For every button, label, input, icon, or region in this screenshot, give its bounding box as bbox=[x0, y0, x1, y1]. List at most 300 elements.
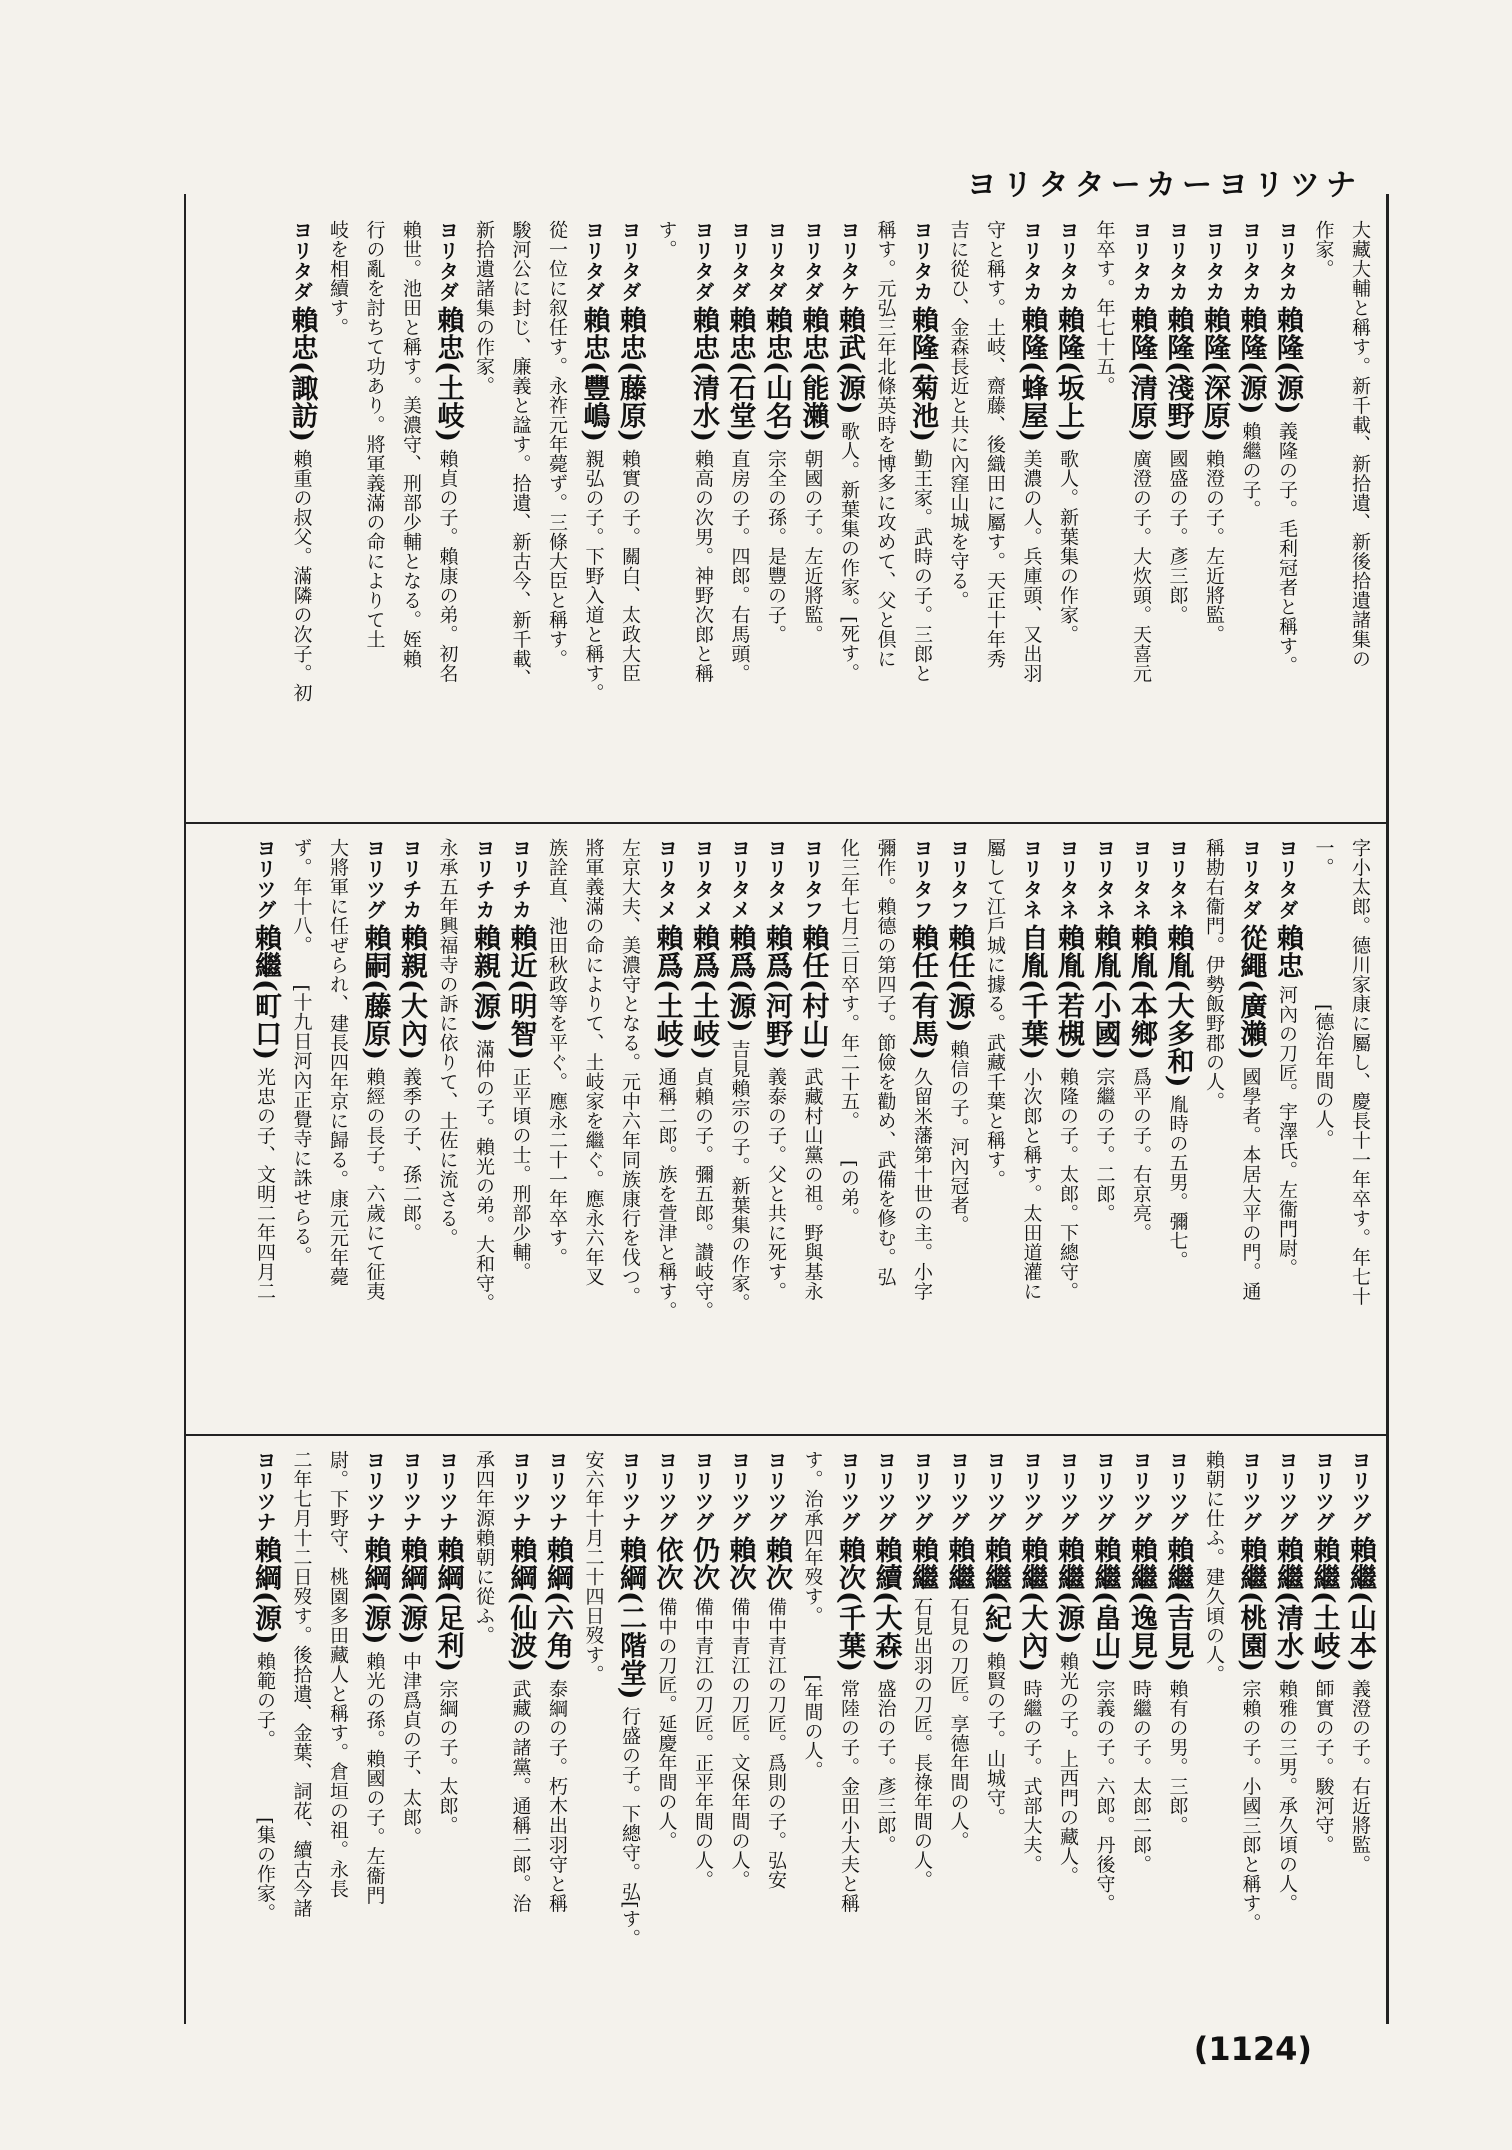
entry-column bbox=[831, 838, 868, 1410]
entry-text: す。 bbox=[655, 220, 678, 259]
entry-text: 賴光の孫。賴國の子。左衞門 bbox=[363, 1651, 386, 1905]
entry-name: 賴繼(源) bbox=[1053, 1536, 1084, 1646]
entry-reading: ヨリツグ bbox=[946, 1450, 971, 1532]
page-number: (1124) bbox=[1193, 2030, 1312, 2068]
entry-name: 賴次(千葉) bbox=[834, 1536, 865, 1673]
entry-name: 賴親(源) bbox=[469, 924, 500, 1034]
entry-reading: ヨリタカ bbox=[1202, 220, 1226, 302]
entry-name: 賴胤(大多和) bbox=[1162, 924, 1194, 1089]
entry-column bbox=[1196, 838, 1233, 1410]
entry-column bbox=[1269, 1450, 1306, 2010]
entry-column bbox=[1123, 838, 1160, 1410]
entry-name: 賴隆(清原) bbox=[1126, 306, 1157, 443]
entry-name: 賴隆(坂上) bbox=[1053, 306, 1084, 443]
entry-text: 久留米藩第十世の主。小字 bbox=[911, 1066, 933, 1301]
entry-column bbox=[977, 838, 1014, 1410]
entry-column bbox=[1013, 1450, 1050, 2010]
entry-column bbox=[393, 838, 430, 1410]
entry-text: 稱す。元弘三年北條英時を博多に攻めて、父と倶に bbox=[874, 220, 897, 669]
entry-text: 義隆の子。毛利冠者と稱す。 bbox=[1276, 421, 1298, 675]
entry-text: 泰綱の子。朽木出羽守と稱 bbox=[546, 1678, 568, 1913]
entry-reading: ヨリツグ bbox=[983, 1450, 1007, 1532]
entry-name: 賴任(村山) bbox=[797, 924, 829, 1061]
entry-text: 賴範の子。 [集の作家。 bbox=[254, 1651, 276, 1923]
entry-column bbox=[977, 1450, 1014, 2010]
entry-column bbox=[1086, 838, 1123, 1410]
entry-text: 賴光の子。上西門の藏人。 bbox=[1057, 1651, 1079, 1886]
entry-column bbox=[685, 220, 722, 792]
entry-text: 賴重の叔父。滿隣の次子。初 bbox=[290, 448, 313, 703]
entry-reading: ヨリタメ bbox=[691, 838, 715, 920]
entry-column bbox=[758, 1450, 795, 2010]
entry-column bbox=[1342, 1450, 1379, 2010]
entry-reading: ヨリタダ bbox=[581, 220, 606, 302]
entry-name: 賴爲(源) bbox=[724, 924, 756, 1034]
entry-reading: ヨリタネ bbox=[1165, 838, 1190, 920]
entry-column bbox=[612, 838, 649, 1410]
entry-column bbox=[1086, 1450, 1123, 2010]
entry-name: 賴近(明智) bbox=[505, 924, 537, 1061]
entry-name: 賴次 bbox=[724, 1536, 756, 1591]
entry-column bbox=[1232, 220, 1269, 792]
entry-name: 賴親(大內) bbox=[396, 924, 427, 1061]
entry-name: 賴繼(吉見) bbox=[1162, 1536, 1194, 1673]
entry-column bbox=[1013, 838, 1050, 1410]
entry-text: 滿仲の子。賴光の弟。大和守。 bbox=[473, 1039, 495, 1313]
entry-text: 貞賴の子。彌五郎。讃岐守。 bbox=[692, 1066, 714, 1321]
entry-text: 直房の子。四郎。右馬頭。 bbox=[728, 448, 751, 683]
entry-text: 親弘の子。下野入道と稱す。 bbox=[582, 448, 605, 703]
entry-text: 歌人。新葉集の作家。 bbox=[1057, 448, 1079, 644]
entry-text: 二年七月十二日歿す。後拾遺、金葉、詞花、續古今諸 bbox=[290, 1450, 313, 1918]
entry-reading: ヨリタカ bbox=[910, 220, 934, 302]
entry-text: 盛治の子。彥三郎。 bbox=[874, 1678, 897, 1855]
entry-column bbox=[867, 220, 904, 792]
entry-text: 義澄の子。右近將監。 bbox=[1349, 1678, 1371, 1874]
entry-text: 歌人。新葉集の作家。[死す。 bbox=[838, 421, 860, 683]
entry-column bbox=[356, 838, 393, 1410]
entry-text: 光忠の子、文明二年四月二 bbox=[254, 1066, 276, 1301]
entry-name: 賴任(有馬) bbox=[907, 924, 938, 1061]
entry-column bbox=[867, 1450, 904, 2010]
entry-name: 賴繼(山本) bbox=[1345, 1536, 1376, 1673]
entry-reading: ヨリツグ bbox=[910, 1450, 934, 1532]
entry-reading: ヨリタメ bbox=[727, 838, 752, 920]
entry-column bbox=[283, 838, 320, 1410]
entry-column bbox=[502, 838, 539, 1410]
entry-name: 賴續(大森) bbox=[870, 1536, 902, 1673]
entry-reading: ヨリタダ bbox=[618, 220, 642, 302]
entry-column bbox=[429, 838, 466, 1410]
entry-name: 賴任(源) bbox=[943, 924, 975, 1034]
entry-text: 朝國の子。左近將監。 bbox=[801, 448, 824, 644]
entry-text: 賴世。池田と稱す。美濃守、刑部少輔となる。姪賴 bbox=[400, 220, 422, 669]
entry-text: 宗綱の子。太郎。 bbox=[436, 1678, 459, 1835]
entry-text: 武藏の諸黨。通稱二郎。治 bbox=[509, 1678, 532, 1913]
entry-text: 備中の刀匠。延慶年間の人。 bbox=[655, 1597, 678, 1851]
entry-name: 賴忠(清水) bbox=[688, 306, 719, 443]
entry-column bbox=[940, 838, 977, 1410]
entry-column bbox=[575, 220, 612, 792]
entry-name: 賴繼(清水) bbox=[1272, 1536, 1303, 1673]
entry-text: 廣澄の子。大炊頭。天喜元 bbox=[1130, 448, 1152, 683]
entry-column bbox=[575, 1450, 612, 2010]
entry-reading: ヨリタダ bbox=[1275, 838, 1299, 920]
entry-reading: ヨリタダ bbox=[764, 220, 788, 302]
entry-reading: ヨリツグ bbox=[764, 1450, 788, 1532]
entry-column bbox=[794, 838, 831, 1410]
entry-name: 賴隆(源) bbox=[1235, 306, 1267, 416]
entry-column bbox=[794, 1450, 831, 2010]
entry-column bbox=[393, 220, 430, 792]
entry-reading: ヨリタフ bbox=[800, 838, 825, 920]
entry-reading: ヨリチカ bbox=[472, 838, 496, 920]
entry-column bbox=[283, 220, 320, 792]
entry-text: 備中青江の刀匠。正平年間の人。 bbox=[692, 1597, 714, 1890]
entry-text: 宗義の子。六郎。丹後守。 bbox=[1093, 1678, 1116, 1913]
entry-name: 賴繼 bbox=[907, 1536, 938, 1591]
entry-reading: ヨリタネ bbox=[1092, 838, 1117, 920]
entry-reading: ヨリタメ bbox=[764, 838, 788, 920]
entry-name: 賴綱(源) bbox=[396, 1536, 427, 1646]
entry-column bbox=[685, 838, 722, 1410]
entry-column bbox=[1342, 838, 1379, 1410]
entry-text: 義季の子、孫二郎。 bbox=[400, 1066, 422, 1243]
entry-text: 正平頃の士。刑部少輔。 bbox=[509, 1066, 532, 1282]
entry-reading: ヨリツグ bbox=[727, 1450, 752, 1532]
entry-text: す。治承四年歿す。 [年間の人。 bbox=[801, 1450, 824, 1780]
entry-column bbox=[1159, 220, 1196, 792]
entry-text: 尉。下野守、桃園多田藏人と稱す。倉垣の祖。永長 bbox=[327, 1450, 349, 1899]
entry-column bbox=[1159, 1450, 1196, 2010]
entry-column bbox=[393, 1450, 430, 2010]
entry-column bbox=[1196, 220, 1233, 792]
entry-column bbox=[758, 838, 795, 1410]
entry-text: 備中青江の刀匠。爲則の子。弘安 bbox=[765, 1597, 787, 1890]
entry-reading: ヨリタダ bbox=[691, 220, 715, 302]
entry-name: 賴綱(仙波) bbox=[505, 1536, 537, 1673]
entry-text: 賴高の次男。神野次郎と稱 bbox=[692, 448, 714, 683]
entry-reading: ヨリタカ bbox=[1056, 220, 1080, 302]
entry-text: 備中青江の刀匠。文保年間の人。 bbox=[728, 1597, 751, 1890]
entry-text: 時繼の子。式部大夫。 bbox=[1020, 1678, 1043, 1874]
entry-text: 賴雅の三男。承久頃の人。 bbox=[1276, 1678, 1298, 1913]
entry-name: 賴繼(逸見) bbox=[1126, 1536, 1157, 1673]
entry-text: 賴隆の子。太郎。下總守。 bbox=[1057, 1066, 1079, 1301]
entry-text: 賴實の子。關白、太政大臣 bbox=[619, 448, 641, 683]
entry-text: 常陸の子。金田小大夫と稱 bbox=[838, 1678, 860, 1913]
entry-text: 國盛の子。彥三郎。 bbox=[1166, 448, 1189, 625]
entry-name: 賴綱(源) bbox=[359, 1536, 391, 1646]
entry-text: 承四年源賴朝に從ふ。 bbox=[473, 1450, 495, 1645]
entry-text: 河內の刀匠。宇澤氏。左衞門尉。 bbox=[1276, 985, 1298, 1278]
entry-reading: ヨリタカ bbox=[1165, 220, 1190, 302]
entry-column bbox=[283, 1450, 320, 2010]
entry-reading: ヨリチカ bbox=[399, 838, 423, 920]
entry-column bbox=[940, 1450, 977, 2010]
entry-reading: ヨリタダ bbox=[435, 220, 460, 302]
entry-name: 賴胤(若槻) bbox=[1053, 924, 1084, 1061]
entry-name: 賴武(源) bbox=[834, 306, 865, 416]
entry-text: 賴賢の子。山城守。 bbox=[984, 1651, 1006, 1827]
entry-text: 左京大夫、美濃守となる。元中六年同族康行を伐つ。 bbox=[619, 838, 641, 1306]
entry-column bbox=[612, 220, 649, 792]
page-frame bbox=[184, 194, 1389, 2024]
entry-column bbox=[977, 220, 1014, 792]
entry-name: 賴綱(六角) bbox=[542, 1536, 573, 1673]
entry-reading: ヨリタダ bbox=[1238, 838, 1263, 920]
entry-column bbox=[1013, 220, 1050, 792]
entry-column bbox=[1050, 1450, 1087, 2010]
entry-name: 賴忠(能瀨) bbox=[797, 306, 829, 443]
entry-reading: ヨリツナ bbox=[618, 1450, 642, 1532]
entry-reading: ヨリタカ bbox=[1129, 220, 1153, 302]
entry-reading: ヨリタダ bbox=[289, 220, 314, 302]
entry-name: 賴繼(畠山) bbox=[1089, 1536, 1121, 1673]
entry-column bbox=[612, 1450, 649, 2010]
entry-name: 賴繼(土岐) bbox=[1308, 1536, 1340, 1673]
entry-name: 賴忠(山名) bbox=[761, 306, 792, 443]
entry-column bbox=[721, 220, 758, 792]
entry-reading: ヨリツグ bbox=[253, 838, 277, 920]
entry-text: 岐を相續す。 bbox=[327, 220, 349, 337]
entry-reading: ヨリツグ bbox=[873, 1450, 898, 1532]
entry-reading: ヨリツグ bbox=[1056, 1450, 1080, 1532]
entry-text: 時繼の子。太郎二郎。 bbox=[1130, 1678, 1152, 1874]
entry-column bbox=[539, 1450, 576, 2010]
entry-text: 駿河公に封じ、廉義と諡す。拾遺、新古今、新千載、 bbox=[509, 220, 532, 688]
entry-name: 賴隆(菊池) bbox=[907, 306, 938, 443]
entry-text: 守と稱す。土岐、齋藤、後織田に屬す。天正十年秀 bbox=[984, 220, 1006, 669]
entry-text: 宗賴の子。小國三郎と稱す。 bbox=[1239, 1678, 1262, 1933]
entry-name: 賴隆(蜂屋) bbox=[1016, 306, 1048, 443]
entry-text: 一。 [德治年間の人。 bbox=[1312, 838, 1335, 1149]
entry-text: 行の亂を討ちて功あり。將軍義滿の命によりて土 bbox=[363, 220, 386, 649]
entry-reading: ヨリツグ bbox=[1092, 1450, 1117, 1532]
entry-name: 賴胤(本鄉) bbox=[1126, 924, 1157, 1061]
entry-text: 屬して江戶城に據る。武藏千葉と稱す。 bbox=[984, 838, 1006, 1189]
entry-name: 賴綱(足利) bbox=[432, 1536, 464, 1673]
entry-name: 賴繼(桃園) bbox=[1235, 1536, 1267, 1673]
entry-column bbox=[320, 838, 357, 1410]
entry-reading: ヨリタダ bbox=[727, 220, 752, 302]
entry-text: 年卒す。年七十五。 bbox=[1093, 220, 1116, 396]
entry-column bbox=[502, 220, 539, 792]
entry-column bbox=[940, 220, 977, 792]
entry-text: 大將軍に任ぜられ、建長四年京に歸る。康元元年薨 bbox=[327, 838, 349, 1287]
entry-reading: ヨリツグ bbox=[1019, 1450, 1044, 1532]
entry-reading: ヨリツナ bbox=[545, 1450, 569, 1532]
entry-name: 賴胤(小國) bbox=[1089, 924, 1121, 1061]
entry-column bbox=[1269, 838, 1306, 1410]
entry-column bbox=[1159, 838, 1196, 1410]
entry-reading: ヨリタケ bbox=[837, 220, 861, 302]
entry-text: 將軍義滿の命によりて、土岐家を繼ぐ。應永六年叉 bbox=[582, 838, 605, 1287]
entry-reading: ヨリツグ bbox=[691, 1450, 715, 1532]
entry-text: 賴澄の子。左近將監。 bbox=[1203, 448, 1225, 644]
entry-reading: ヨリツグ bbox=[1348, 1450, 1372, 1532]
entry-text: 族詮直、池田秋政等を平ぐ。應永二十一年卒す。 bbox=[546, 838, 568, 1267]
section-upper bbox=[186, 206, 1386, 806]
entry-text: 稱勘右衞門。伊勢飯野郡の人。 bbox=[1203, 838, 1225, 1111]
entry-name: 賴爲(土岐) bbox=[688, 924, 719, 1061]
entry-name: 賴忠(土岐) bbox=[432, 306, 464, 443]
entry-column bbox=[429, 220, 466, 792]
entry-text: 賴信の子。河內冠者。 bbox=[947, 1039, 970, 1235]
entry-text: 賴朝に仕ふ。建久頃の人。 bbox=[1203, 1450, 1225, 1684]
entry-reading: ヨリタカ bbox=[1019, 220, 1044, 302]
entry-text: 爲平の子。右京亮。 bbox=[1130, 1066, 1152, 1243]
entry-name: 賴忠(石堂) bbox=[724, 306, 756, 443]
entry-column bbox=[466, 220, 503, 792]
entry-text: 中津爲貞の子、太郎。 bbox=[400, 1651, 422, 1847]
entry-column bbox=[466, 838, 503, 1410]
entry-name: 賴綱(二階堂) bbox=[615, 1536, 646, 1701]
entry-reading: ヨリツグ bbox=[837, 1450, 861, 1532]
entry-name: 賴忠(藤原) bbox=[615, 306, 646, 443]
entry-name: 賴忠(豐嶋) bbox=[578, 306, 610, 443]
entry-reading: ヨリツナ bbox=[508, 1450, 533, 1532]
entry-name: 仍次 bbox=[688, 1536, 719, 1591]
entry-name: 賴隆(深原) bbox=[1199, 306, 1230, 443]
entry-column bbox=[831, 220, 868, 792]
entry-column bbox=[1123, 1450, 1160, 2010]
entry-text: 石見出羽の刀匠。長祿年間の人。 bbox=[911, 1597, 933, 1890]
entry-name: 賴隆(源) bbox=[1272, 306, 1303, 416]
entry-column bbox=[1050, 838, 1087, 1410]
entry-text: 賴繼の子。 bbox=[1239, 421, 1262, 519]
entry-reading: ヨリツナ bbox=[399, 1450, 423, 1532]
entry-column bbox=[429, 1450, 466, 2010]
entry-text: 武藏村山黨の祖。野與基永 bbox=[801, 1066, 824, 1301]
entry-reading: ヨリツナ bbox=[253, 1450, 277, 1532]
entry-column bbox=[502, 1450, 539, 2010]
entry-reading: ヨリツグ bbox=[1129, 1450, 1153, 1532]
entry-reading: ヨリタフ bbox=[946, 838, 971, 920]
section-middle bbox=[186, 822, 1386, 1424]
entry-name: 賴爲(土岐) bbox=[651, 924, 683, 1061]
entry-name: 賴爲(河野) bbox=[761, 924, 792, 1061]
entry-column bbox=[247, 1450, 284, 2010]
entry-text: 吉に從ひ、金森長近と共に內窪山城を守る。 bbox=[947, 220, 970, 610]
entry-name: 賴次 bbox=[761, 1536, 792, 1591]
entry-column bbox=[721, 1450, 758, 2010]
entry-text: 賴貞の子。賴康の弟。初名 bbox=[436, 448, 459, 683]
entry-reading: ヨリタネ bbox=[1129, 838, 1153, 920]
section-lower bbox=[186, 1434, 1386, 2024]
entry-column bbox=[1269, 220, 1306, 792]
entry-text: 胤時の五男。彌七。 bbox=[1166, 1094, 1189, 1270]
entry-reading: ヨリツグ bbox=[1275, 1450, 1299, 1532]
entry-column bbox=[904, 838, 941, 1410]
entry-name: 賴隆(淺野) bbox=[1162, 306, 1194, 443]
entry-name: 賴嗣(藤原) bbox=[359, 924, 391, 1061]
entry-column bbox=[575, 838, 612, 1410]
entry-reading: ヨリタカ bbox=[1275, 220, 1299, 302]
entry-name: 自胤(千葉) bbox=[1016, 924, 1048, 1061]
entry-column bbox=[356, 220, 393, 792]
entry-column bbox=[1050, 220, 1087, 792]
entry-column bbox=[1232, 838, 1269, 1410]
entry-column bbox=[794, 220, 831, 792]
entry-text: 作家。 bbox=[1312, 220, 1335, 279]
entry-column bbox=[539, 838, 576, 1410]
entry-column bbox=[1232, 1450, 1269, 2010]
entry-name: 從繩(廣瀨) bbox=[1235, 924, 1267, 1061]
entry-column bbox=[1305, 1450, 1342, 2010]
entry-text: 小次郎と稱す。太田道灌に bbox=[1020, 1066, 1043, 1301]
entry-column bbox=[904, 220, 941, 792]
entry-name: 賴繼 bbox=[943, 1536, 975, 1591]
entry-text: 安六年十月二十四日歿す。 bbox=[582, 1450, 605, 1684]
entry-reading: ヨリタダ bbox=[800, 220, 825, 302]
entry-column bbox=[1305, 838, 1342, 1410]
entry-text: 永承五年興福寺の訴に依りて、土佐に流さる。 bbox=[436, 838, 459, 1248]
entry-name: 賴繼(町口) bbox=[250, 924, 281, 1061]
entry-text: 字小太郎。德川家康に屬し、慶長十一年卒す。年七十 bbox=[1349, 838, 1371, 1306]
entry-reading: ヨリタカ bbox=[1238, 220, 1263, 302]
entry-text: 賴有の男。三郎。 bbox=[1166, 1678, 1189, 1835]
entry-reading: ヨリツグ bbox=[362, 838, 387, 920]
entry-column bbox=[466, 1450, 503, 2010]
entry-text: 從一位に叙任す。永祚元年薨ず。三條大臣と稱す。 bbox=[546, 220, 568, 669]
entry-reading: ヨリチカ bbox=[508, 838, 533, 920]
entry-column bbox=[648, 220, 685, 792]
entry-name: 賴繼(紀) bbox=[980, 1536, 1011, 1646]
entry-text: 石見の刀匠。享德年間の人。 bbox=[947, 1597, 970, 1851]
entry-column bbox=[831, 1450, 868, 2010]
entry-column bbox=[320, 220, 357, 792]
entry-text: 師實の子。駿河守。 bbox=[1312, 1678, 1335, 1855]
entry-column bbox=[685, 1450, 722, 2010]
entry-reading: ヨリツグ bbox=[1165, 1450, 1190, 1532]
entry-text: 勤王家。武時の子。三郎と bbox=[911, 448, 933, 683]
entry-text: 宗全の孫。是豐の子。 bbox=[765, 448, 787, 644]
entry-column bbox=[758, 220, 795, 792]
entry-reading: ヨリツグ bbox=[1238, 1450, 1263, 1532]
entry-column bbox=[539, 220, 576, 792]
entry-column bbox=[721, 838, 758, 1410]
entry-text: 通稱二郎。族を萱津と稱す。 bbox=[655, 1066, 678, 1321]
entry-text: 新拾遺諸集の作家。 bbox=[473, 220, 495, 396]
entry-column bbox=[320, 1450, 357, 2010]
entry-text: 化三年七月三日卒す。年二十五。 [の弟。 bbox=[838, 838, 860, 1227]
entry-column bbox=[1086, 220, 1123, 792]
entry-column bbox=[1342, 220, 1379, 792]
entry-text: ず。年十八。 [十九日河內正覺寺に誅せらる。 bbox=[290, 838, 313, 1266]
entry-reading: ヨリツグ bbox=[654, 1450, 679, 1532]
entry-reading: ヨリツナ bbox=[435, 1450, 460, 1532]
entry-name: 賴繼(大內) bbox=[1016, 1536, 1048, 1673]
entry-text: 賴經の長子。六歲にて征夷 bbox=[363, 1066, 386, 1301]
entry-reading: ヨリタメ bbox=[654, 838, 679, 920]
entry-name: 賴忠(諏訪) bbox=[286, 306, 318, 443]
running-header: ヨリタターカーヨリツナ bbox=[966, 168, 1362, 203]
entry-reading: ヨリツグ bbox=[1311, 1450, 1336, 1532]
entry-column bbox=[1196, 1450, 1233, 2010]
entry-column bbox=[1305, 220, 1342, 792]
entry-column bbox=[867, 838, 904, 1410]
entry-text: 宗繼の子。二郎。 bbox=[1093, 1066, 1116, 1223]
entry-reading: ヨリタネ bbox=[1019, 838, 1044, 920]
entry-text: 國學者。本居大平の門。通 bbox=[1239, 1066, 1262, 1301]
entry-column bbox=[247, 838, 284, 1410]
entry-reading: ヨリタフ bbox=[910, 838, 934, 920]
entry-column bbox=[356, 1450, 393, 2010]
entry-column bbox=[648, 838, 685, 1410]
entry-name: 依次 bbox=[651, 1536, 683, 1591]
entry-text: 大藏大輔と稱す。新千載、新拾遺、新後拾遺諸集の bbox=[1349, 220, 1371, 669]
